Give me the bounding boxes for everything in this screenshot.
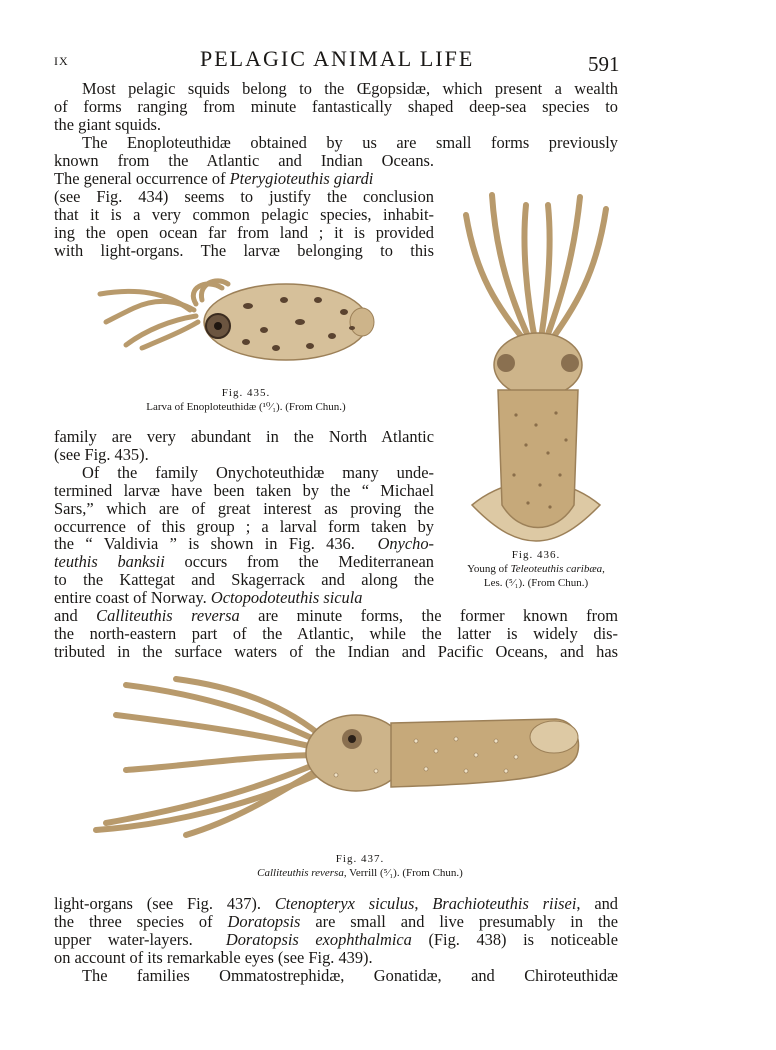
larva-pupil: [214, 322, 222, 330]
paragraph-oegopsidae: [54, 80, 618, 152]
figure-435-larva-illustration: [86, 270, 376, 380]
text-line: Of the family Onychoteuthidæ many unde-: [82, 462, 434, 482]
text-line: to the Kattegat and Skagerrack and along the: [54, 570, 434, 590]
text-line: Most pelagic squids belong to the Œgopsidæ, which present a wealth: [82, 79, 618, 98]
species-name: Octopodoteuthis sicula: [210, 588, 363, 608]
text-line: tributed in the surface waters of the Indian and Pacific Oceans, and has: [54, 641, 618, 661]
figure-437-squid-illustration: [86, 675, 586, 845]
text-span: are small and live presumably in the: [300, 911, 618, 931]
text-line: [54, 170, 434, 188]
paragraph-doratopsis: [54, 895, 618, 985]
figure-436-caption: [436, 548, 636, 590]
chapter-number: IX: [54, 54, 69, 68]
text-span: The general occurrence of: [54, 168, 230, 188]
text-span: are minute forms, the former known from: [239, 606, 619, 625]
text-span: (Fig. 438) is noticeable: [411, 929, 618, 949]
figure-435-caption: [86, 386, 406, 414]
text-span: the “ Valdivia ” is shown in Fig. 436.: [54, 534, 355, 554]
text-line: [54, 553, 434, 571]
text-line: Sars,” which are of great interest as proving the: [54, 498, 434, 518]
text-line: The Enoploteuthidæ obtained by us are small forms previously: [82, 132, 618, 152]
text-span: light-organs (see Fig. 437).: [54, 894, 275, 913]
figure-label: Fig. 436.: [511, 549, 561, 561]
scale: ⁵⁄₁: [383, 867, 394, 879]
figure-437-caption: [200, 852, 520, 880]
species-name: Teleoteuthis caribæa: [510, 563, 603, 575]
text-line: (see Fig. 434) seems to justify the conclusion: [54, 186, 434, 206]
species-name: Onycho-: [377, 534, 435, 554]
text-line: that it is a very common pelagic species, inhabit-: [54, 204, 434, 224]
text-span: upper water-layers.: [54, 929, 193, 949]
text-line: [54, 895, 618, 913]
squid-eye-right: [561, 354, 579, 372]
text-span: entire coast of Norway.: [54, 588, 211, 608]
running-title: PELAGIC ANIMAL LIFE: [200, 46, 475, 71]
caption-text: Larva of Enoploteuthidæ (: [146, 401, 263, 413]
species-name: Pterygioteuthis giardi: [229, 168, 374, 188]
larva-fin: [350, 308, 374, 336]
caption-text: Les. (: [483, 577, 509, 589]
text-line: [54, 931, 618, 949]
calliteuthis-arms: [96, 679, 326, 835]
species-name: Doratopsis exophthalmica: [225, 929, 412, 949]
species-name: Calliteuthis reversa: [96, 606, 240, 625]
text-line: (see Fig. 435).: [54, 444, 149, 464]
text-span: , and: [576, 894, 618, 913]
caption-text: ). (From Chun.): [276, 401, 346, 413]
text-line: [54, 607, 618, 625]
species-name: Calliteuthis reversa: [257, 867, 344, 879]
caption-text: , Verrill (: [343, 867, 384, 879]
calliteuthis-fin: [530, 721, 578, 753]
text-line: of forms ranging from minute fantastically shaped deep-sea species to: [54, 96, 618, 116]
figure-label: Fig. 435.: [221, 387, 271, 399]
text-span: and: [54, 606, 97, 625]
scale: ⁵⁄₁: [508, 577, 519, 589]
species-name: Ctenopteryx siculus: [274, 894, 415, 913]
species-name: Doratopsis: [227, 911, 301, 931]
species-name: teuthis banksii: [54, 552, 165, 572]
squid-mantle: [498, 390, 578, 528]
squid-eye-left: [497, 354, 515, 372]
text-line: on account of its remarkable eyes (see Fig. 439).: [54, 947, 373, 967]
paragraph-enoploteuthidae: [54, 152, 434, 259]
species-name: Brachioteuthis riisei: [432, 894, 577, 913]
text-line: [54, 535, 434, 553]
squid-arms: [466, 195, 606, 345]
text-line: [54, 589, 434, 607]
text-line: with light-organs. The larvæ belonging to this: [54, 240, 434, 260]
caption-text: ). (From Chun.): [393, 867, 463, 879]
paragraph-calliteuthis: [54, 607, 618, 661]
text-line: family are very abundant in the North Atlantic: [54, 427, 434, 446]
scale: ¹⁰⁄₁: [262, 401, 277, 413]
text-line: The families Ommatostrephidæ, Gonatidæ, and Chiroteuthidæ: [82, 965, 618, 985]
text-span: ,: [414, 894, 433, 913]
text-line: the north-eastern part of the Atlantic, while the latter is widely dis-: [54, 623, 618, 643]
text-line: [54, 913, 618, 931]
paragraph-onychoteuthidae: [54, 428, 434, 607]
figure-436-squid-illustration: [456, 185, 616, 545]
text-line: ing the open ocean far from land ; it is provided: [54, 222, 434, 242]
caption-text: ). (From Chun.): [518, 577, 589, 589]
text-span: occurs from the Mediterranean: [164, 552, 434, 572]
text-span: the three species of: [54, 911, 228, 931]
page-number: 591: [588, 52, 620, 76]
calliteuthis-pupil: [348, 735, 356, 743]
text-line: termined larvæ have been taken by the “ Michael: [54, 480, 434, 500]
text-line: occurrence of this group ; a larval form taken by: [54, 516, 434, 536]
figure-label: Fig. 437.: [335, 853, 385, 865]
caption-text: Young of: [467, 563, 511, 575]
text-line: the giant squids.: [54, 114, 161, 134]
text-line: known from the Atlantic and Indian Oceans.: [54, 151, 434, 170]
caption-text: ,: [602, 563, 605, 575]
